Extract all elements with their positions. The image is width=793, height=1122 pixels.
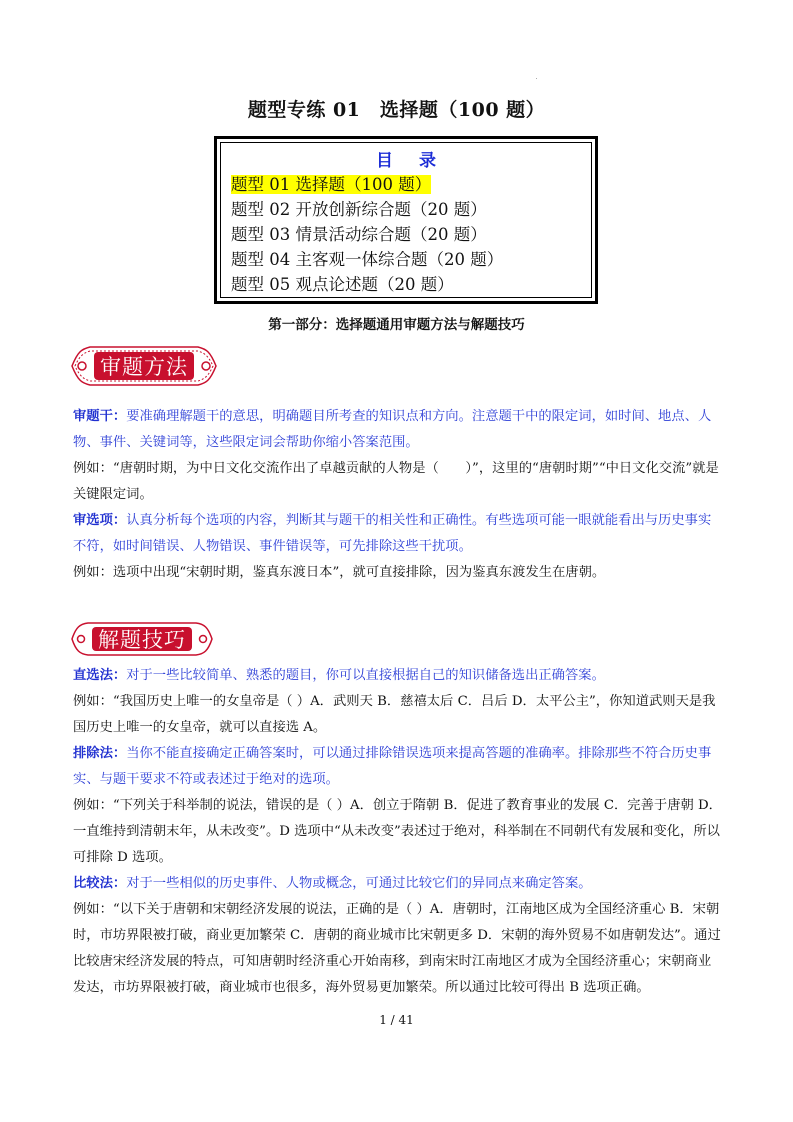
paragraph-review-options: 审选项：认真分析每个选项的内容，判断其与题干的相关性和正确性。有些选项可能一眼就能看出与历史事实不符，如时间错误、人物错误、事件错误等，可先排除这些干扰项。: [73, 513, 712, 554]
label-comparison-method: 比较法：: [73, 876, 127, 891]
toc-heading: 目 录: [376, 151, 446, 171]
paragraph-example-2: 例如：选项中出现“宋朝时期，鉴真东渡日本”，就可直接排除，因为鉴真东渡发生在唐朝。: [73, 565, 606, 580]
paragraph-example-3: 例如：“我国历史上唯一的女皇帝是（ ）A．武则天 B．慈禧太后 C．吕后 D．太平公主”，你知道武则天是我国历史上唯一的女皇帝，就可以直接选 A。: [73, 694, 716, 735]
banner-label: 审题方法: [100, 355, 188, 379]
label-elimination-method: 排除法：: [73, 746, 127, 761]
section-banner-review: [70, 343, 218, 389]
label-direct-method: 直选法：: [73, 668, 127, 683]
toc-item-1[interactable]: 题型 01 选择题（100 题）: [231, 175, 432, 194]
toc-item-3[interactable]: 题型 03 情景活动综合题（20 题）: [231, 225, 487, 244]
paragraph-comparison-method: 比较法：对于一些相似的历史事件、人物或概念，可通过比较它们的异同点来确定答案。: [73, 876, 592, 891]
toc-inner-border: [220, 142, 592, 298]
paragraph-direct-method: 直选法：对于一些比较简单、熟悉的题目，你可以直接根据自己的知识储备选出正确答案。: [73, 668, 605, 683]
label-review-stem: 审题干：: [73, 409, 127, 424]
paragraph-review-stem: 审题干：要准确理解题干的意思，明确题目所考查的知识点和方向。注意题干中的限定词，如时间、地点、人物、事件、关键词等，这些限定词会帮助你缩小答案范围。: [73, 409, 712, 450]
label-review-options: 审选项：: [73, 513, 127, 528]
page-number: 1 / 41: [379, 1013, 414, 1027]
part-title: 第一部分：选择题通用审题方法与解题技巧: [268, 317, 525, 333]
paragraph-example-4: 例如：“下列关于科举制的说法，错误的是（ ）A．创立于隋朝 B．促进了教育事业的发展 C．完善于唐朝 D．一直维持到清朝末年，从未改变”。D 选项中“从未改变”表述过于绝对，科举制在不同朝代有发展和变化，所以可排除 D 选项。: [73, 798, 722, 865]
section-review-body: [73, 404, 723, 586]
banner-label: 解题技巧: [98, 628, 186, 652]
paragraph-example-5: 例如：“以下关于唐朝和宋朝经济发展的说法，正确的是（ ）A．唐朝时，江南地区成为全国经济重心 B．宋朝时，市坊界限被打破，商业更加繁荣 C．唐朝的商业城市比宋朝更多 D．宋朝的海外贸易不如唐朝发达”。通过比较唐宋经济发展的特点，可知唐朝时经济重心开始南移，到南宋时江南地区才成为全国经济重心；宋朝商业发达，市坊界限被打破，商业城市也很多，海外贸易更加繁荣。所以通过比较可得出 B 选项正确。: [73, 902, 721, 995]
stray-dot: [536, 78, 537, 79]
paragraph-example-1: 例如：“唐朝时期，为中日文化交流作出了卓越贡献的人物是（ ）”，这里的“唐朝时期”“中日文化交流”就是关键限定词。: [73, 461, 719, 502]
paragraph-elimination-method: 排除法：当你不能直接确定正确答案时，可以通过排除错误选项来提高答题的准确率。排除那些不符合历史事实、与题干要求不符或表述过于绝对的选项。: [73, 746, 712, 787]
toc-item-4[interactable]: 题型 04 主客观一体综合题（20 题）: [231, 250, 504, 269]
table-of-contents: [214, 136, 598, 304]
page-title: 题型专练 01 选择题（100 题）: [247, 99, 546, 121]
toc-item-5[interactable]: 题型 05 观点论述题（20 题）: [231, 275, 454, 294]
toc-item-2[interactable]: 题型 02 开放创新综合题（20 题）: [231, 200, 487, 219]
section-banner-techniques: [70, 619, 214, 659]
section-techniques-body: [73, 663, 723, 1001]
